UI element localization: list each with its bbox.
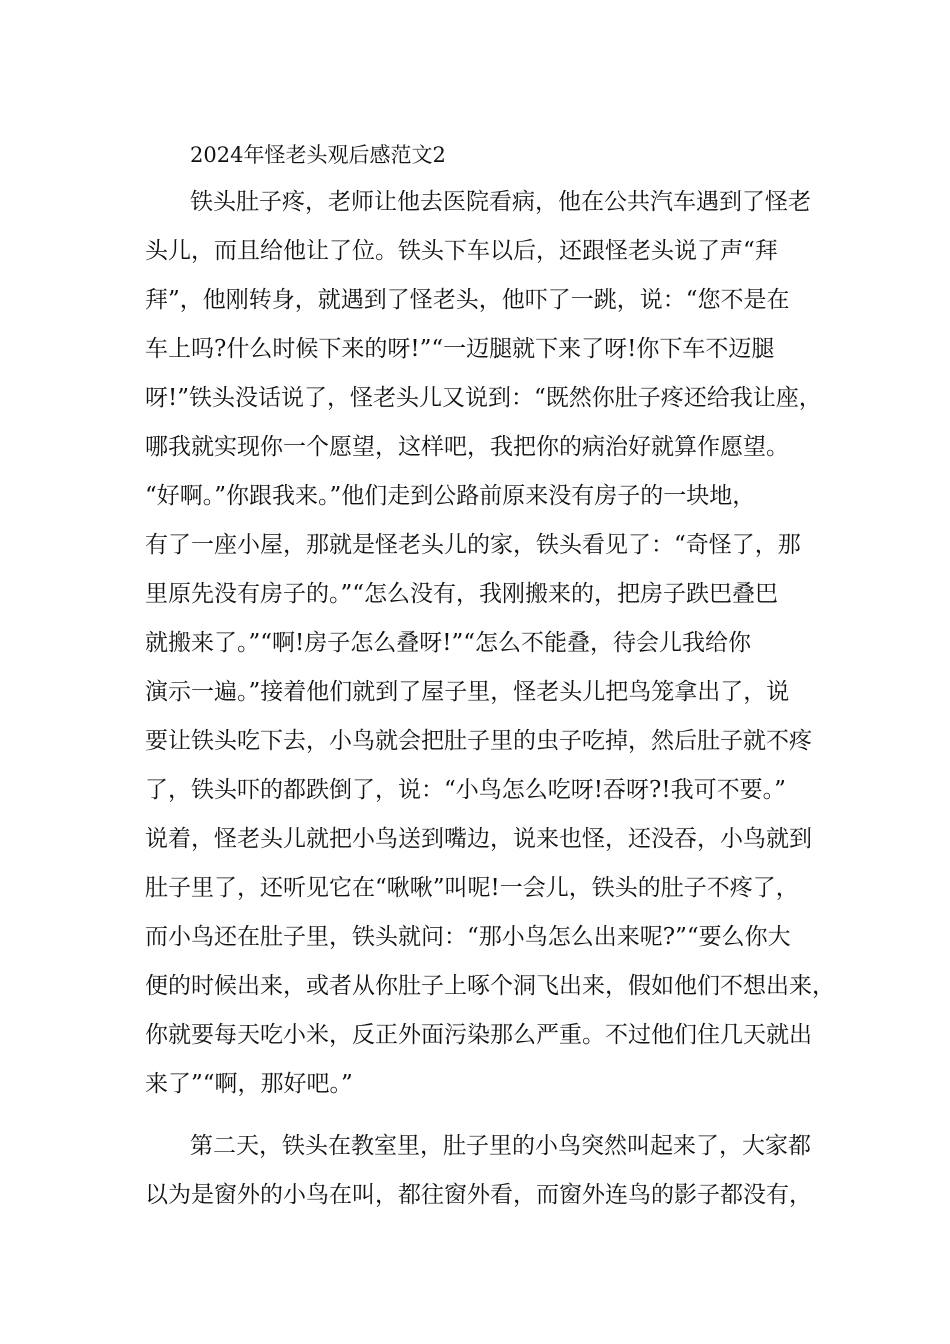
paragraph-line: 头儿，而且给他让了位。铁头下车以后，还跟怪老头说了声“拜: [145, 238, 778, 264]
paragraph-line: 哪我就实现你一个愿望，这样吧，我把你的病治好就算作愿望。: [145, 434, 789, 460]
paragraph-line: 有了一座小屋，那就是怪老头儿的家，铁头看见了：“奇怪了，那: [145, 532, 801, 558]
paragraph-line: 而小鸟还在肚子里，铁头就问：“那小鸟怎么出来呢?”“要么你大: [145, 924, 791, 950]
paragraph-line: 以为是窗外的小鸟在叫，都往窗外看，而窗外连鸟的影子都没有，: [145, 1182, 812, 1208]
paragraph-line: 里原先没有房子的。”“怎么没有，我刚搬来的，把房子跌巴叠巴: [145, 581, 779, 607]
paragraph-line: 拜”，他刚转身，就遇到了怪老头，他吓了一跳，说：“您不是在: [145, 287, 790, 313]
paragraph-line: 第二天，铁头在教室里，肚子里的小鸟突然叫起来了，大家都: [190, 1133, 811, 1159]
paragraph-line: 便的时候出来，或者从你肚子上啄个洞飞出来，假如他们不想出来，: [145, 973, 835, 999]
paragraph-line: 铁头肚子疼，老师让他去医院看病，他在公共汽车遇到了怪老: [190, 189, 811, 215]
paragraph-line: 你就要每天吃小米，反正外面污染那么严重。不过他们住几天就出: [145, 1022, 812, 1048]
document-title: 2024年怪老头观后感范文2: [190, 143, 446, 167]
paragraph-line: 演示一遍。”接着他们就到了屋子里，怪老头儿把鸟笼拿出了，说: [145, 679, 790, 705]
paragraph-line: 要让铁头吃下去，小鸟就会把肚子里的虫子吃掉，然后肚子就不疼: [145, 728, 812, 754]
paragraph-line: 车上吗?什么时候下来的呀!”“一迈腿就下来了呀!你下车不迈腿: [145, 336, 775, 362]
paragraph-line: 肚子里了，还听见它在“啾啾”叫呢!一会儿，铁头的肚子不疼了，: [145, 875, 799, 901]
paragraph-line: 呀!”铁头没话说了，怪老头儿又说到：“既然你肚子疼还给我让座，: [145, 385, 822, 411]
paragraph-line: 了，铁头吓的都跌倒了，说：“小鸟怎么吃呀!吞呀?!我可不要。”: [145, 777, 786, 803]
paragraph-line: 来了”“啊，那好吧。”: [145, 1071, 353, 1097]
paragraph-line: 就搬来了。”“啊!房子怎么叠呀!”“怎么不能叠，待会儿我给你: [145, 630, 752, 656]
paragraph-line: 说着，怪老头儿就把小鸟送到嘴边，说来也怪，还没吞，小鸟就到: [145, 826, 812, 852]
paragraph-line: “好啊。”你跟我来。”他们走到公路前原来没有房子的一块地，: [145, 483, 756, 509]
